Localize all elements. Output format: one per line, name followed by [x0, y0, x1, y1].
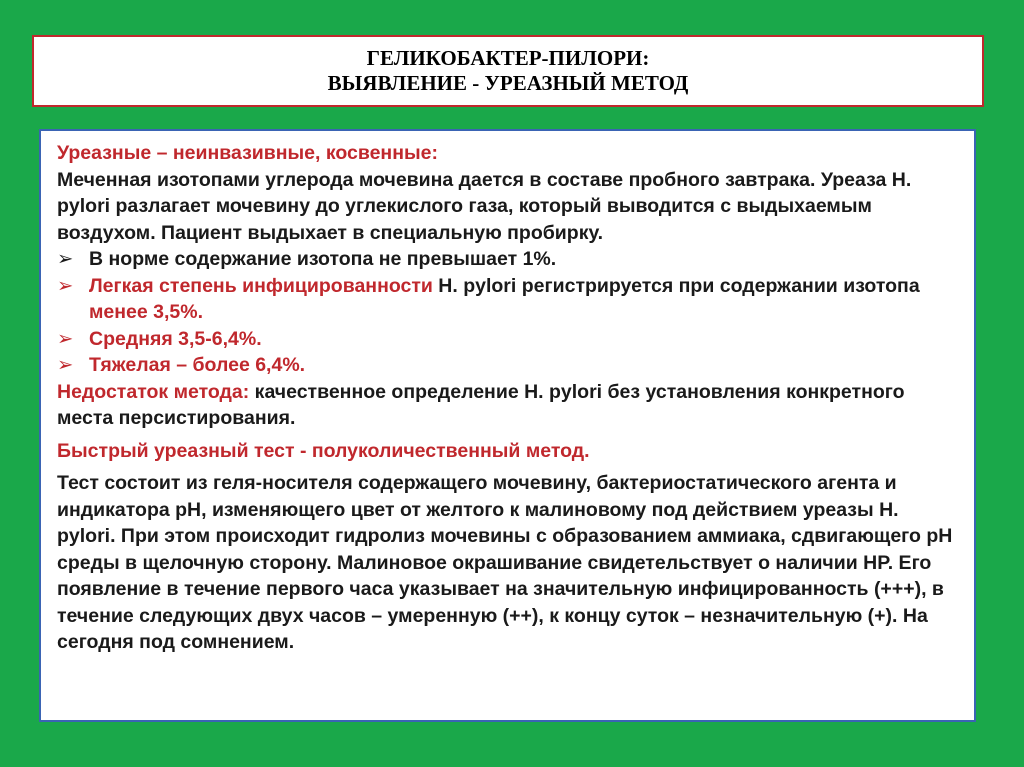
- arrow-bullet-icon: ➢: [57, 354, 74, 376]
- title-line-2: ВЫЯВЛЕНИЕ - УРЕАЗНЫЙ МЕТОД: [327, 71, 689, 95]
- drawback-label: Недостаток метода:: [57, 380, 250, 403]
- bullet-severe-text: Тяжелая – более 6,4%.: [89, 354, 306, 376]
- bullet-mild-value: менее 3,5%.: [89, 301, 204, 323]
- bullet-mild-label: Легкая степень инфицированности: [89, 274, 433, 297]
- bullet-moderate-text: Средняя 3,5-6,4%.: [89, 327, 262, 350]
- bullet-normal: [57, 246, 960, 273]
- arrow-bullet-icon: ➢: [57, 274, 74, 297]
- arrow-bullet-icon: ➢: [57, 327, 74, 350]
- bullet-moderate: [57, 326, 960, 353]
- bullet-mild: [57, 273, 960, 326]
- description-paragraph: Тест состоит из геля-носителя содержащего мочевину, бактериостатического агента и индикатора pH, изменяющего цвет от желтого к малиновому под действием уреазы H. pylori. При этом происходит гидролиз мочевины с образованием аммиака, сдвигающего pH среды в щелочную сторону. Малиновое окрашивание свидетельствует о наличии HP. Его появление в течение первого часа указывает на значительную инфицированность (+++), в течение следующих двух часов – умеренную (++), к концу суток – незначительную (+). На сегодня под сомнением.: [57, 472, 953, 653]
- drawback-paragraph: [57, 379, 960, 432]
- bullet-normal-text: В норме содержание изотопа не превышает 1%.: [89, 248, 557, 270]
- title-line-1: ГЕЛИКОБАКТЕР-ПИЛОРИ:: [366, 46, 650, 70]
- arrow-bullet-icon: ➢: [57, 248, 74, 270]
- bullet-severe: [57, 352, 960, 379]
- bullet-mild-text: H. pylori регистрируется при содержании изотопа: [432, 274, 920, 297]
- drawback-text: качественное определение H. pylori без установления конкретного места персистирования.: [57, 380, 905, 429]
- method-heading: Уреазные – неинвазивные, косвенные:: [57, 142, 438, 164]
- content-box: [39, 129, 976, 722]
- rapid-test-heading: Быстрый уреазный тест - полуколичественный метод.: [57, 439, 590, 462]
- intro-paragraph: Меченная изотопами углерода мочевина дается в составе пробного завтрака. Уреаза H. pylori разлагает мочевину до углекислого газа, который выводится с выдыхаемым воздухом. Пациент выдыхает в специальную пробирку.: [57, 168, 912, 244]
- title-box: [32, 35, 984, 107]
